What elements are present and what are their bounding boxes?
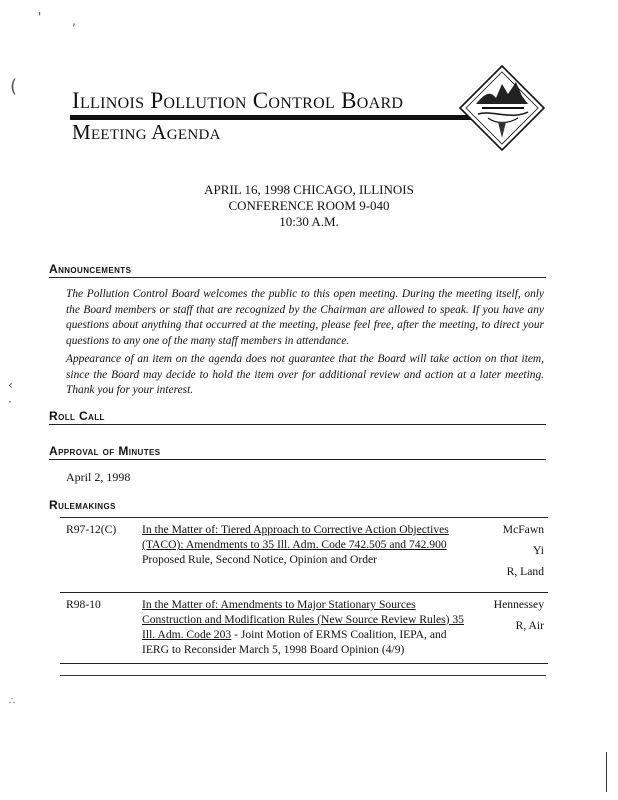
scan-speck: ‹	[8, 378, 13, 392]
case-staff	[471, 592, 548, 664]
staff-member: Hennessey	[493, 597, 544, 611]
doc-title: Meeting Agenda	[72, 120, 221, 144]
announcement-paragraph: The Pollution Control Board welcomes the public to this open meeting. During the meeting itself, only the Board members or staff that are recognized by the Chairman are allowed to speak. If you have any questions about anything that occurred at the meeting, please feel free, after the meeting, to direct your questions to any one of the many staff members in attendance.	[66, 288, 544, 347]
table-row	[60, 592, 548, 664]
announcements-heading: Announcements	[49, 262, 546, 278]
announcement-paragraph: Appearance of an item on the agenda does not guarantee that the Board will take action on that item, since the Board may decide to hold the item over for additional review and action at a later meeting. Thank you for your interest.	[66, 353, 544, 396]
ipcb-diamond-logo-icon	[458, 64, 546, 152]
approval-of-minutes-heading: Approval of Minutes	[49, 444, 546, 460]
scan-speck: '	[38, 10, 42, 24]
case-title: In the Matter of: Tiered Approach to Corrective Action Objectives (TACO): Amendments to 35 Ill. Adm. Code 742.505 and 742.900	[141, 523, 449, 552]
announcements-text	[66, 287, 544, 399]
staff-member: R, Land	[506, 565, 544, 579]
meeting-info	[0, 182, 618, 230]
case-description	[136, 518, 471, 593]
scan-edge-mark	[606, 752, 607, 792]
case-title: In the Matter of: Amendments to Major Stationary Sources Construction and Modification Rules (New Source Review Rules) 35 Ill. Adm. Code 203	[141, 597, 464, 642]
staff-member: McFawn	[502, 523, 544, 536]
scan-speck: ,	[72, 14, 76, 28]
scan-speck: (	[10, 76, 18, 97]
staff-member: Yi	[533, 544, 544, 558]
org-title: Illinois Pollution Control Board	[72, 88, 404, 113]
scan-speck: ·	[8, 395, 12, 409]
case-note: - Joint Motion of ERMS Coalition, IEPA, and IERG to Reconsider March 5, 1998 Board Opinion (4/9)	[141, 628, 447, 657]
rulemakings-heading: Rulemakings	[49, 498, 116, 512]
case-description	[136, 592, 471, 664]
case-number: R97-12(C)	[66, 523, 117, 536]
rulemakings-table	[60, 517, 548, 664]
roll-call-heading: Roll Call	[49, 409, 546, 425]
case-number: R98-10	[66, 597, 101, 611]
table-row	[60, 518, 548, 593]
staff-member: R, Air	[515, 618, 544, 632]
scan-speck: ∴	[9, 696, 15, 707]
case-note: Proposed Rule, Second Notice, Opinion and Order	[141, 553, 378, 567]
end-rule	[60, 675, 546, 676]
meeting-time: 10:30 A.M.	[279, 214, 339, 229]
meeting-room: CONFERENCE ROOM 9-040	[228, 198, 390, 213]
meeting-date-location: APRIL 16, 1998 CHICAGO, ILLINOIS	[204, 182, 414, 197]
minutes-date: April 2, 1998	[66, 470, 131, 484]
case-staff	[471, 518, 548, 593]
